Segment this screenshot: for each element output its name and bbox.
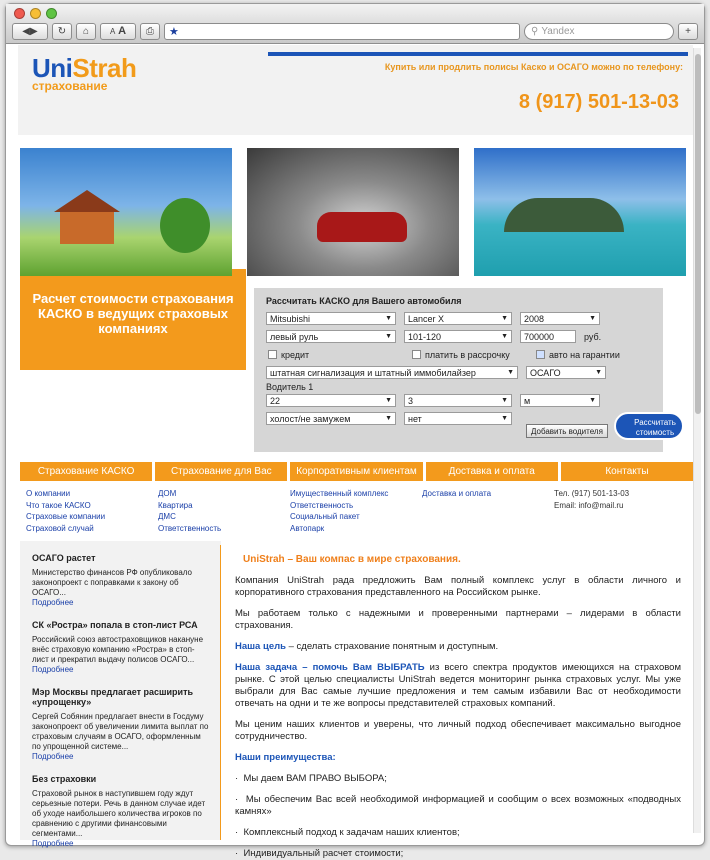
driver-status-select[interactable] — [266, 412, 396, 425]
calc-title: Рассчитать КАСКО для Вашего автомобиля — [266, 296, 462, 306]
submenu-link[interactable]: Доставка и оплата — [422, 489, 492, 498]
installment-checkbox-box[interactable] — [412, 350, 421, 359]
submenu — [26, 488, 686, 534]
advantage-text: Мы обеспечим Вас всей необходимой информацией и сообщим о всех возможных «подводных камнях» — [235, 794, 681, 817]
chevron-down-icon: ▼ — [385, 415, 392, 422]
back-icon[interactable]: ◀ — [22, 25, 30, 37]
add-tab-icon[interactable]: + — [678, 23, 698, 40]
news-item — [32, 687, 210, 762]
warranty-checkbox[interactable] — [536, 350, 620, 360]
back-forward-button[interactable] — [12, 23, 48, 40]
chevron-down-icon: ▼ — [507, 369, 514, 376]
news-item — [32, 553, 210, 608]
submenu-col-delivery — [422, 488, 554, 534]
advantage-item: · Комплексный подход к задачам наших клиентов; — [235, 827, 460, 838]
news-text: Министерство финансов РФ опубликовало законопроект с поправками к закону об ОСАГО... — [32, 568, 192, 597]
main-content — [221, 541, 693, 859]
brand-select[interactable] — [266, 312, 396, 325]
reload-icon[interactable]: ↻ — [52, 23, 72, 40]
news-text: Сергей Собянин предлагает внести в Госдуму законопроект об увеличении лимита выплат по страховым случаям в ОСАГО, оформленным по упрощенной системе... — [32, 712, 209, 751]
submenu-col-kasko — [26, 488, 158, 534]
model-select[interactable] — [404, 312, 512, 325]
goal-paragraph — [235, 641, 681, 653]
site-header — [18, 45, 693, 135]
power-select[interactable] — [404, 330, 512, 343]
submenu-link[interactable]: Страховой случай — [26, 523, 94, 533]
browser-toolbar — [12, 22, 698, 40]
installment-label: платить в рассрочку — [425, 349, 510, 360]
content-lead: UniStrah – Ваш компас в мире страхования. — [243, 554, 461, 565]
main-nav — [20, 462, 693, 481]
news-title[interactable]: СК «Ростра» попала в стоп-лист РСА — [32, 620, 198, 630]
submenu-link[interactable]: Социальный пакет — [290, 512, 360, 521]
submenu-link[interactable]: Ответственность — [290, 500, 354, 510]
chevron-down-icon: ▼ — [595, 369, 602, 376]
nav-kasko[interactable]: Страхование КАСКО — [20, 462, 152, 481]
advantage-text: Комплексный подход к задачам наших клиентов; — [243, 827, 460, 838]
task-highlight: Наша задача – помочь Вам ВЫБРАТЬ — [235, 662, 425, 673]
news-column — [20, 541, 220, 848]
driver-sex-select[interactable] — [520, 394, 600, 407]
advantage-item: · Мы даем ВАМ ПРАВО ВЫБОРА; — [235, 773, 387, 784]
news-title[interactable]: Мэр Москвы предлагает расширить «упрощенку» — [32, 687, 194, 707]
calc-row-2 — [266, 330, 651, 343]
browser-titlebar — [6, 4, 704, 44]
submenu-link[interactable]: Ответственность — [158, 523, 222, 533]
submenu-link[interactable]: Страховые компании — [26, 512, 106, 521]
address-bar[interactable] — [164, 23, 520, 40]
price-input[interactable] — [520, 330, 576, 343]
chevron-down-icon: ▼ — [501, 333, 508, 340]
logo-subtitle: страхование — [32, 79, 108, 93]
house-photo — [20, 148, 232, 276]
steering-select[interactable] — [266, 330, 396, 343]
driver-exp-value: 3 — [408, 395, 414, 406]
advantage-item: · Индивидуальный расчет стоимости; — [235, 848, 404, 859]
driver-children-select[interactable] — [404, 412, 512, 425]
submenu-link[interactable]: ДМС — [158, 512, 176, 521]
installment-checkbox[interactable] — [412, 350, 528, 360]
news-item — [32, 774, 210, 849]
advantages-title: Наши преимущества: — [235, 752, 336, 763]
credit-label: кредит — [281, 349, 310, 360]
content-paragraph: Мы ценим наших клиентов и уверены, что личный подход обеспечивает максимально выгодное сотрудничество. — [235, 719, 681, 742]
minimize-window-button[interactable] — [30, 8, 41, 19]
content-paragraph: Мы работаем только с надежными и проверенными партнерами – лидерами в области страхования. — [235, 608, 681, 631]
bottom-section — [20, 541, 693, 859]
house-shape — [60, 210, 114, 244]
island-photo — [474, 148, 686, 276]
submenu-link[interactable]: ДОМ — [158, 489, 177, 498]
calculate-button[interactable]: Рассчитать стоимость — [614, 412, 684, 440]
car-shape — [317, 212, 407, 242]
chevron-down-icon: ▼ — [589, 315, 596, 322]
news-title[interactable]: ОСАГО растет — [32, 553, 96, 563]
warranty-checkbox-box[interactable] — [536, 350, 545, 359]
chevron-down-icon: ▼ — [589, 397, 596, 404]
advantage-text: Мы даем ВАМ ПРАВО ВЫБОРА; — [243, 773, 387, 784]
credit-checkbox-box[interactable] — [268, 350, 277, 359]
contact-phone: Тел. (917) 501-13-03 — [554, 489, 630, 498]
news-more-link[interactable]: Подробнее — [32, 752, 74, 761]
driver-label: Водитель 1 — [266, 382, 314, 392]
calc-row-5 — [266, 394, 651, 407]
home-icon[interactable]: ⌂ — [76, 23, 96, 40]
advantage-item: · Мы обеспечим Вас всей необходимой информацией и сообщим о всех возможных «подводных камнях» — [235, 794, 681, 817]
advantage-text: Индивидуальный расчет стоимости; — [243, 848, 404, 859]
year-select[interactable] — [520, 312, 600, 325]
island-shape — [504, 198, 624, 232]
driver-status-value: холост/не замужем — [270, 413, 351, 424]
brand-value: Mitsubishi — [270, 313, 311, 324]
web-page — [18, 45, 693, 859]
chevron-down-icon: ▼ — [385, 333, 392, 340]
chevron-down-icon: ▼ — [501, 415, 508, 422]
task-text: из всего спектра продуктов имеющихся на страховом рынке. С этой целью специалисты UniStrah ведется мониторинг рынка страховых услуг. Мы уже выбрали для Вас самые лучшие предложения и тем самым избавили Вас от необходимости отвечать на одни и те же вопросы представителей страховых компаний. — [235, 662, 681, 709]
browser-window — [5, 3, 705, 859]
submenu-link[interactable]: Имущественный комплекс — [290, 489, 389, 498]
goal-text: – сделать страхование понятным и доступным. — [285, 641, 499, 652]
calc-row-1 — [266, 312, 651, 325]
search-field[interactable] — [524, 23, 674, 40]
print-icon[interactable]: ⎙ — [140, 23, 160, 40]
model-value: Lancer X — [408, 313, 445, 324]
nav-contacts[interactable]: Контакты — [561, 462, 693, 481]
policy-value: ОСАГО — [530, 367, 561, 378]
driver-age-value: 22 — [270, 395, 281, 406]
header-divider — [268, 52, 688, 56]
submenu-col-personal — [158, 488, 290, 534]
text-larger-icon[interactable]: A — [118, 25, 127, 37]
nav-delivery[interactable]: Доставка и оплата — [426, 462, 558, 481]
news-more-link[interactable]: Подробнее — [32, 839, 74, 848]
kasko-calculator — [254, 288, 676, 452]
warranty-label: авто на гарантии — [549, 349, 620, 360]
logo-strah: Strah — [72, 53, 137, 83]
text-smaller-icon[interactable]: A — [109, 26, 116, 36]
search-icon: ⚲ — [531, 25, 539, 37]
window-controls — [14, 8, 57, 19]
scrollbar-thumb[interactable] — [695, 54, 701, 414]
submenu-col-contacts — [554, 488, 686, 534]
news-text: Страховой рынок в наступившем году ждут серьезные потери. Речь в данном случае идет об уходе наибольшего количества игроков по сравнению с другими финансовыми сегментами... — [32, 789, 206, 838]
currency-label: руб. — [584, 331, 602, 342]
nav-personal[interactable]: Страхование для Вас — [155, 462, 287, 481]
search-placeholder: Yandex — [541, 25, 575, 37]
goal-highlight: Наша цель — [235, 641, 286, 652]
driver-age-select[interactable] — [266, 394, 396, 407]
submenu-link[interactable]: О компании — [26, 489, 71, 498]
chevron-down-icon: ▼ — [501, 397, 508, 404]
submenu-link[interactable]: Квартира — [158, 500, 193, 510]
year-value: 2008 — [524, 313, 545, 324]
news-title[interactable]: Без страховки — [32, 774, 97, 784]
submenu-link[interactable]: Что такое КАСКО — [26, 500, 91, 510]
driver-sex-value: м — [524, 395, 531, 406]
driver-children-value: нет — [408, 413, 422, 424]
steering-value: левый руль — [270, 331, 319, 342]
header-note: Купить или продлить полисы Каско и ОСАГО можно по телефону: — [384, 62, 683, 72]
news-text: Российский союз автостраховщиков накануне внёс страховую компанию «Ростра» в стоп-лист и прекратил выдачу полисов ОСАГО... — [32, 635, 204, 664]
header-phone: 8 (917) 501-13-03 — [518, 91, 679, 113]
policy-select[interactable] — [526, 366, 606, 379]
submenu-col-corporate — [290, 488, 422, 534]
news-more-link[interactable]: Подробнее — [32, 665, 74, 674]
news-more-link[interactable]: Подробнее — [32, 598, 74, 607]
submenu-link[interactable]: Автопарк — [290, 523, 325, 533]
power-value: 101-120 — [408, 331, 442, 342]
task-paragraph — [235, 662, 681, 710]
chevron-down-icon: ▼ — [385, 397, 392, 404]
add-driver-button[interactable]: Добавить водителя — [526, 424, 608, 438]
calc-promo: Расчет стоимости страхования КАСКО в ведущих страховых компаниях — [20, 269, 246, 370]
news-item — [32, 620, 210, 675]
close-window-button[interactable] — [14, 8, 25, 19]
forward-icon[interactable]: ▶ — [30, 25, 38, 37]
credit-checkbox[interactable] — [266, 350, 404, 360]
logo-uni: Uni — [32, 53, 73, 83]
chevron-down-icon: ▼ — [385, 315, 392, 322]
security-select[interactable] — [266, 366, 518, 379]
bookmark-star-icon[interactable]: ★ — [169, 25, 179, 38]
text-size-button[interactable] — [100, 23, 136, 40]
security-value: штатная сигнализация и штатный иммобилайзер — [270, 367, 476, 378]
zoom-window-button[interactable] — [46, 8, 57, 19]
contact-email: Email: info@mail.ru — [554, 500, 624, 510]
content-paragraph: Компания UniStrah рада предложить Вам полный комплекс услуг в области личного и корпоративного страхования представленного на Российском рынке. — [235, 575, 681, 598]
photo-strip — [18, 135, 693, 245]
car-photo — [247, 148, 459, 276]
calc-row-4 — [266, 366, 651, 379]
driver-exp-select[interactable] — [404, 394, 512, 407]
price-value: 700000 — [524, 331, 555, 342]
nav-corporate[interactable]: Корпоративным клиентам — [290, 462, 422, 481]
vertical-scrollbar[interactable] — [693, 48, 701, 833]
calc-row-3 — [266, 348, 651, 361]
chevron-down-icon: ▼ — [501, 315, 508, 322]
tree-shape — [160, 198, 210, 253]
